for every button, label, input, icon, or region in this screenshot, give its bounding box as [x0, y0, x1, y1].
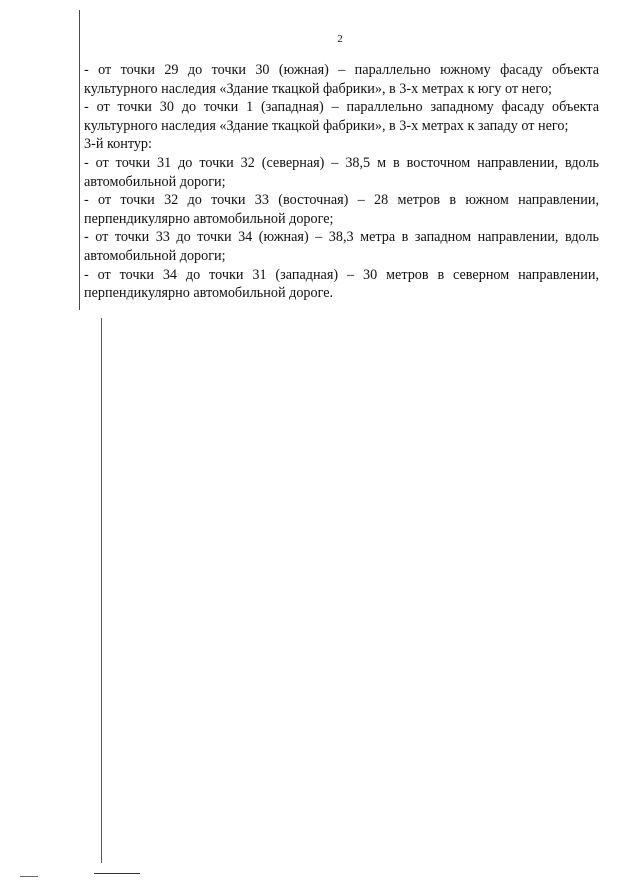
scan-edge-line — [79, 10, 80, 310]
scan-bottom-line — [94, 873, 140, 874]
page-number: 2 — [337, 33, 343, 45]
scan-bottom-mark — [20, 876, 38, 877]
paragraph-segment-31-32: - от точки 31 до точки 32 (северная) – 38,5 м в восточном направлении, вдоль автомобильной дороги; — [84, 154, 599, 190]
paragraph-segment-34-31: - от точки 34 до точки 31 (западная) – 30 метров в северном направлении, перпендикулярно автомобильной дороге. — [84, 266, 599, 302]
paragraph-segment-30-1: - от точки 30 до точки 1 (западная) – параллельно западному фасаду объекта культурного наследия «Здание ткацкой фабрики», в 3-х метрах к западу от него; — [84, 99, 599, 134]
paragraph-segment-33-34: - от точки 33 до точки 34 (южная) – 38,3 метра в западном направлении, вдоль автомобильной дороги; — [84, 229, 599, 264]
scan-edge-line-lower — [101, 318, 102, 863]
paragraph-segment-32-33: - от точки 32 до точки 33 (восточная) – 28 метров в южном направлении, перпендикулярно автомобильной дороге; — [84, 192, 599, 227]
document-body — [84, 61, 599, 303]
section-heading-contour-3: 3-й контур: — [84, 136, 152, 153]
paragraph-segment-29-30: - от точки 29 до точки 30 (южная) – параллельно южному фасаду объекта культурного наследия «Здание ткацкой фабрики», в 3-х метрах к югу от него; — [84, 62, 599, 97]
